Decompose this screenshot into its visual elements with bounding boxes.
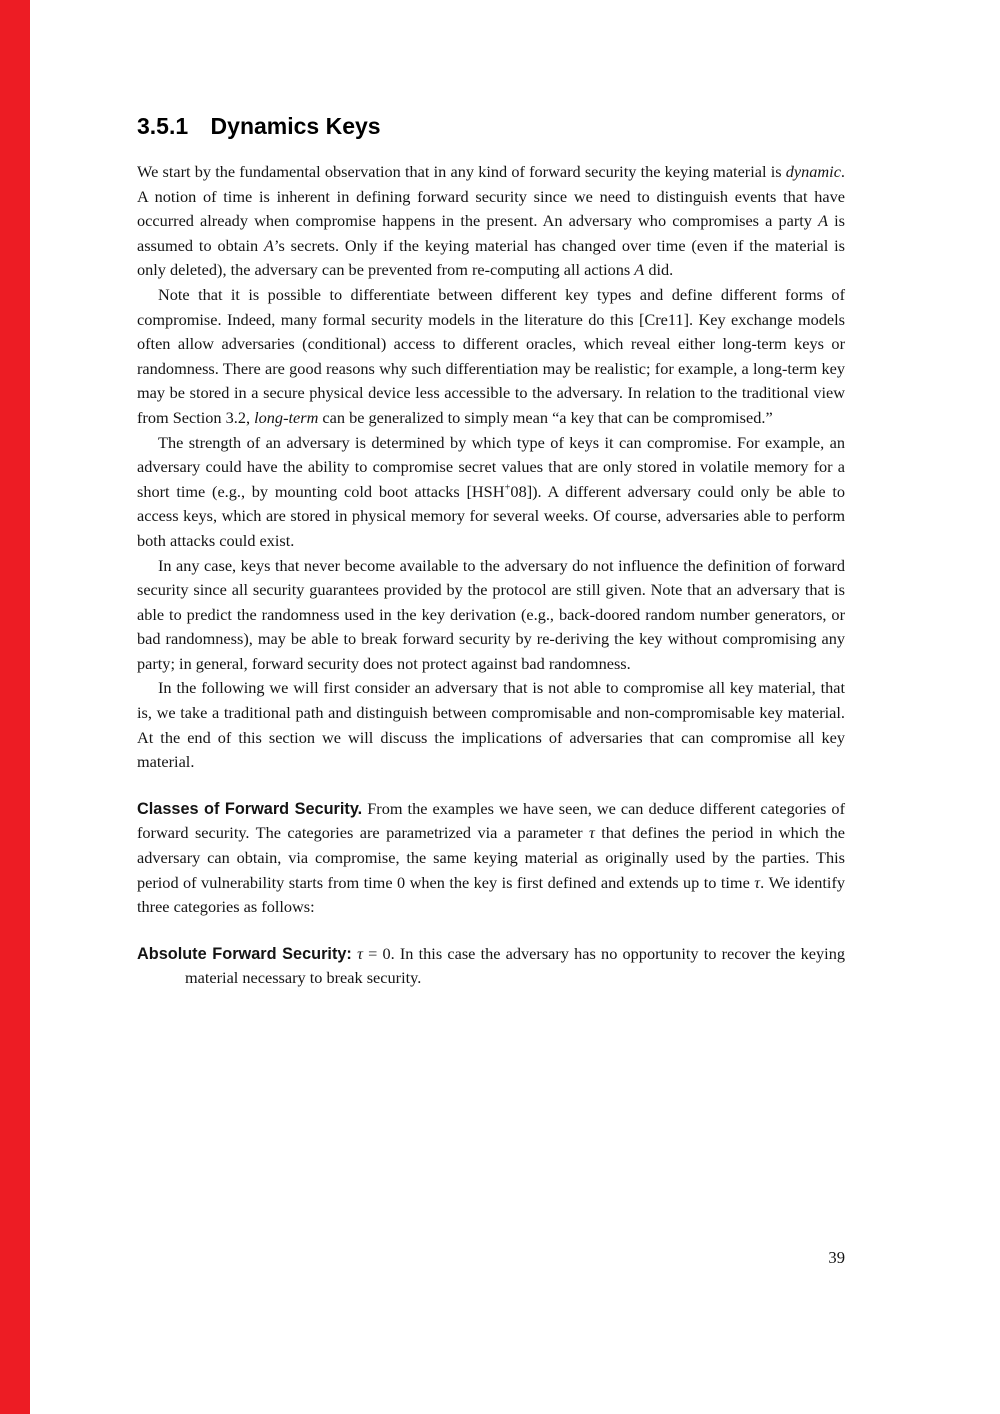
red-edge-bar: [0, 0, 30, 1414]
paragraph-unavailable-keys: In any case, keys that never become available to the adversary do not influence the definition of forward security since all security guarantees provided by the protocol are still given. Note that an adversary that is able to predict the randomness used in the key derivation (e.g., back-doored random number generators, or bad randomness), may be able to break forward security by re-deriving the key without compromising any party; in general, forward security does not protect against bad randomness.: [137, 555, 845, 673]
paragraph-classes-of-forward-security: Classes of Forward Security. From the examples we have seen, we can deduce different categories of forward security. The categories are parametrized via a parameter τ that defines the period in which the adversary can obtain, via compromise, the same keying material as originally used by the parties. This period of vulnerability starts from time 0 when the key is first defined and extends up to time τ. We identify three categories as follows:: [137, 798, 846, 917]
page-content-column: [137, 112, 845, 991]
paragraph-outlook: In the following we will first consider an adversary that is not able to compromise all key material, that is, we take a traditional path and distinguish between compromisable and non-compromisable key material. At the end of this section we will discuss the implications of adversaries that can compromise all key material.: [137, 678, 845, 772]
list-item-absolute-forward-security: Absolute Forward Security: τ = 0. In this case the adversary has no opportunity to recover the keying material necessary to break security.: [137, 943, 845, 988]
paragraph-intro: We start by the fundamental observation that in any kind of forward security the keying material is dynamic. A notion of time is inherent in defining forward security since we need to distinguish events that have occurred already when compromise happens in the present. An adversary who compromises a party A is assumed to obtain A’s secrets. Only if the keying material has changed over time (even if the material is only deleted), the adversary can be prevented from re-computing all actions A did.: [137, 162, 846, 280]
page-number: 39: [828, 1248, 845, 1267]
page-body-text: [137, 160, 845, 991]
paragraph-adversary-strength: The strength of an adversary is determined by which type of keys it can compromise. For example, an adversary could have the ability to compromise secret values that are only stored in volatile memory for a short time (e.g., by mounting cold boot attacks [HSH+08]). A different adversary could only be able to access keys, which are stored in physical memory for several weeks. Of course, adversaries able to perform both attacks could exist.: [137, 432, 845, 550]
section-title: Dynamics Keys: [210, 113, 381, 139]
paragraph-key-types: Note that it is possible to differentiate between different key types and define different forms of compromise. Indeed, many formal security models in the literature do this [Cre11]. Key exchange models often allow adversaries (conditional) access to different oracles, which reveal either long-term keys or randomness. There are good reasons why such differentiation may be realistic; for example, a long-term key may be stored in a secure physical device less accessible to the adversary. In relation to the traditional view from Section 3.2, long-term can be generalized to simply mean “a key that can be compromised.”: [137, 284, 845, 427]
section-heading: [137, 112, 845, 140]
section-number: 3.5.1: [137, 113, 189, 139]
